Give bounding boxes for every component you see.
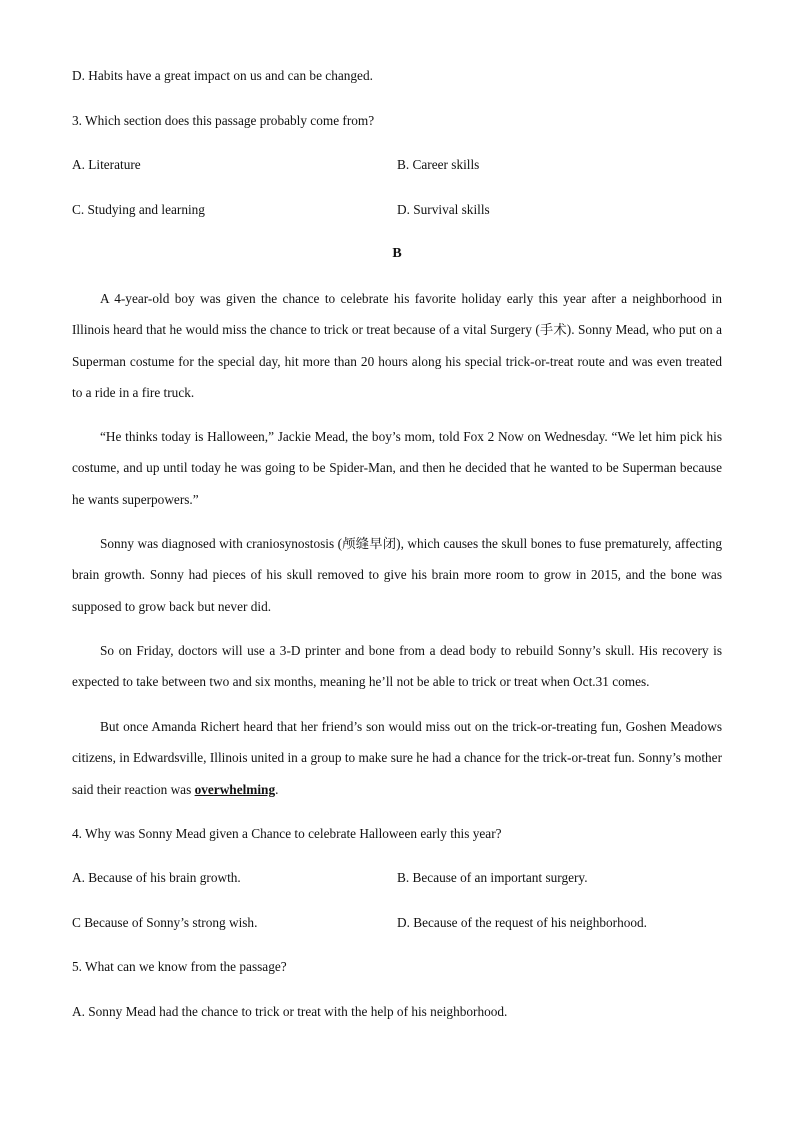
q3-option-a: A. Literature — [72, 157, 141, 172]
paragraph-2: “He thinks today is Halloween,” Jackie Mead, the boy’s mom, told Fox 2 Now on Wednesday. “We let him pick his costume, and up until today he was going to be Spider-Man, and then he decided that he wanted to be Superman because he wants superpowers.” — [72, 429, 722, 507]
paragraph-5-end: . — [275, 781, 279, 797]
paragraph-1: A 4-year-old boy was given the chance to celebrate his favorite holiday early this year after a neighborhood in Illinois heard that he would miss the chance to trick or treat because of a vital Surgery (手术). Sonny Mead, who put on a Superman costume for the special day, hit more than 20 hours along his special trick-or-treat route and was even treated to a ride in a fire truck. — [72, 291, 722, 400]
paragraph-5-text: But once Amanda Richert heard that her friend’s son would miss out on the trick-or-treating fun, Goshen Meadows citizens, in Edwardsville, Illinois united in a group to make sure he had a chance for the trick-or-treat fun. Sonny’s mother said their reaction was — [72, 719, 722, 797]
q4-question: 4. Why was Sonny Mead given a Chance to celebrate Halloween early this year? — [72, 826, 502, 841]
q5-option-a: A. Sonny Mead had the chance to trick or treat with the help of his neighborhood. — [72, 1004, 508, 1019]
section-title: B — [392, 246, 402, 261]
paragraph-5 — [72, 711, 722, 805]
q3-option-b: B. Career skills — [397, 157, 480, 172]
q4-option-c: C Because of Sonny’s strong wish. — [72, 915, 258, 930]
q3-option-d: D. Survival skills — [397, 202, 490, 217]
q3-question: 3. Which section does this passage probably come from? — [72, 113, 375, 128]
q3-option-c: C. Studying and learning — [72, 202, 205, 217]
paragraph-4: So on Friday, doctors will use a 3-D printer and bone from a dead body to rebuild Sonny’s skull. His recovery is expected to take between two and six months, meaning he’ll not be able to trick or treat when Oct.31 comes. — [72, 643, 722, 690]
q2-option-d: D. Habits have a great impact on us and can be changed. — [72, 68, 373, 83]
underlined-word: overwhelming — [194, 781, 276, 797]
q4-option-b: B. Because of an important surgery. — [397, 870, 588, 885]
q4-option-a: A. Because of his brain growth. — [72, 870, 241, 885]
q4-option-d: D. Because of the request of his neighborhood. — [397, 915, 647, 930]
q5-question: 5. What can we know from the passage? — [72, 959, 287, 974]
paragraph-3: Sonny was diagnosed with craniosynostosis (颅缝早闭), which causes the skull bones to fuse prematurely, affecting brain growth. Sonny had pieces of his skull removed to give his brain more room to grow in 2015, and the bone was supposed to grow back but never did. — [72, 536, 722, 614]
